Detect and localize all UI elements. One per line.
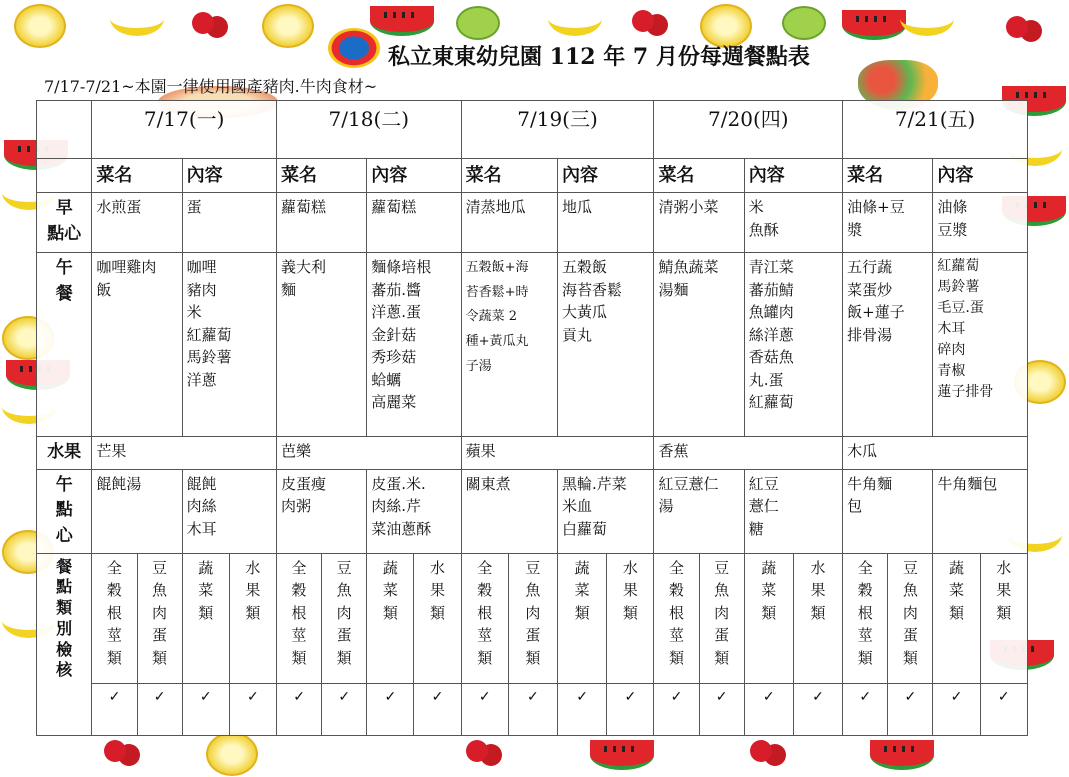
banana-icon [110, 10, 164, 36]
afternoon-content: 餛飩 肉絲 木耳 [182, 469, 276, 553]
dish-column-header: 菜名 [843, 159, 933, 193]
category-row [37, 553, 1028, 683]
category-grains: 全 穀 根 莖 類 [843, 553, 888, 683]
menu-note: 7/17-7/21~本園一律使用國產豬肉.牛肉食材~ [44, 77, 378, 96]
category-fruits: 水 果 類 [607, 553, 654, 683]
melon-icon [456, 6, 500, 40]
check-mark: ✓ [182, 683, 229, 735]
category-protein: 豆 魚 肉 蛋 類 [508, 553, 557, 683]
row-label-afternoon-snack: 午 點 心 [37, 469, 92, 553]
category-fruits: 水 果 類 [980, 553, 1027, 683]
day-header: 7/19(三) [461, 101, 654, 159]
day-header-row [37, 101, 1028, 159]
afternoon-content: 牛角麵包 [933, 469, 1028, 553]
watermelon-icon [590, 740, 654, 770]
watermelon-icon [870, 740, 934, 770]
content-column-header: 內容 [933, 159, 1028, 193]
breakfast-content: 油條 豆漿 [933, 193, 1028, 253]
afternoon-dish: 關東煮 [461, 469, 557, 553]
afternoon-dish: 餛飩湯 [92, 469, 182, 553]
afternoon-content: 皮蛋.米. 肉絲.芹 菜油蔥酥 [367, 469, 461, 553]
lemon-icon [262, 4, 314, 48]
cherry-icon [466, 740, 488, 762]
lunch-content: 五穀飯 海苔香鬆 大黃瓜 貢丸 [558, 253, 654, 437]
lemon-icon [14, 4, 66, 48]
dish-column-header: 菜名 [461, 159, 557, 193]
fruit-row [37, 437, 1028, 470]
check-mark: ✓ [933, 683, 980, 735]
cherry-icon [632, 10, 654, 32]
row-label-category-check: 餐 點 類 別 檢 核 [37, 553, 92, 735]
check-mark: ✓ [699, 683, 744, 735]
category-vegetables: 蔬 菜 類 [367, 553, 414, 683]
breakfast-dish: 水煎蛋 [92, 193, 182, 253]
fruit-cell: 木瓜 [843, 437, 1028, 470]
watermelon-icon [370, 6, 434, 36]
check-mark: ✓ [508, 683, 557, 735]
category-protein: 豆 魚 肉 蛋 類 [137, 553, 182, 683]
corner-cell [37, 101, 92, 159]
category-grains: 全 穀 根 莖 類 [92, 553, 137, 683]
breakfast-content: 米 魚酥 [744, 193, 842, 253]
banana-icon [900, 10, 954, 36]
day-header: 7/18(二) [277, 101, 462, 159]
content-column-header: 內容 [558, 159, 654, 193]
content-column-header: 內容 [744, 159, 842, 193]
row-label-breakfast: 早 點心 [37, 193, 92, 253]
category-protein: 豆 魚 肉 蛋 類 [699, 553, 744, 683]
row-label-fruit: 水果 [37, 437, 92, 470]
check-mark: ✓ [654, 683, 699, 735]
melon-icon [782, 6, 826, 40]
banana-icon [548, 10, 602, 36]
afternoon-content: 紅豆 薏仁 糖 [744, 469, 842, 553]
fruit-cell: 香蕉 [654, 437, 843, 470]
category-fruits: 水 果 類 [793, 553, 842, 683]
column-header-row [37, 159, 1028, 193]
category-vegetables: 蔬 菜 類 [558, 553, 607, 683]
lunch-dish: 義大利 麵 [277, 253, 367, 437]
dish-column-header: 菜名 [92, 159, 182, 193]
breakfast-dish: 清粥小菜 [654, 193, 744, 253]
lunch-content: 紅蘿蔔 馬鈴薯 毛豆.蛋 木耳 碎肉 青椒 蓮子排骨 [933, 253, 1028, 437]
lunch-content: 咖哩 豬肉 米 紅蘿蔔 馬鈴薯 洋蔥 [182, 253, 276, 437]
dish-column-header: 菜名 [654, 159, 744, 193]
check-mark: ✓ [277, 683, 322, 735]
check-mark: ✓ [793, 683, 842, 735]
lunch-dish: 鯖魚蔬菜 湯麵 [654, 253, 744, 437]
category-grains: 全 穀 根 莖 類 [277, 553, 322, 683]
lunch-dish: 五行蔬 菜蛋炒 飯+蓮子 排骨湯 [843, 253, 933, 437]
breakfast-dish: 蘿蔔糕 [277, 193, 367, 253]
check-mark: ✓ [229, 683, 276, 735]
afternoon-dish: 紅豆薏仁 湯 [654, 469, 744, 553]
kindergarten-logo [328, 28, 380, 68]
afternoon-dish: 皮蛋瘦 肉粥 [277, 469, 367, 553]
weekly-menu-table [36, 100, 1028, 736]
cherry-icon [192, 12, 214, 34]
page-title: 私立東東幼兒園 112 年 7 月份每週餐點表 [388, 44, 810, 70]
breakfast-content: 蘿蔔糕 [367, 193, 461, 253]
day-header: 7/21(五) [843, 101, 1028, 159]
category-grains: 全 穀 根 莖 類 [654, 553, 699, 683]
day-header: 7/17(一) [92, 101, 277, 159]
breakfast-dish: 清蒸地瓜 [461, 193, 557, 253]
check-mark: ✓ [843, 683, 888, 735]
cherry-icon [1006, 16, 1028, 38]
check-mark: ✓ [322, 683, 367, 735]
check-mark: ✓ [980, 683, 1027, 735]
lunch-content: 青江菜 蕃茄鯖 魚罐肉 絲洋蔥 香菇魚 丸.蛋 紅蘿蔔 [744, 253, 842, 437]
check-mark: ✓ [744, 683, 793, 735]
afternoon-snack-row [37, 469, 1028, 553]
cherry-icon [104, 740, 126, 762]
dish-column-header: 菜名 [277, 159, 367, 193]
afternoon-content: 黑輪.芹菜 米血 白蘿蔔 [558, 469, 654, 553]
check-mark: ✓ [558, 683, 607, 735]
breakfast-content: 蛋 [182, 193, 276, 253]
fruit-cell: 芭樂 [277, 437, 462, 470]
cherry-icon [750, 740, 772, 762]
category-fruits: 水 果 類 [414, 553, 461, 683]
category-fruits: 水 果 類 [229, 553, 276, 683]
day-header: 7/20(四) [654, 101, 843, 159]
afternoon-dish: 牛角麵 包 [843, 469, 933, 553]
check-mark: ✓ [414, 683, 461, 735]
watermelon-icon [842, 10, 906, 40]
fruit-cell: 蘋果 [461, 437, 654, 470]
category-protein: 豆 魚 肉 蛋 類 [888, 553, 933, 683]
check-mark: ✓ [607, 683, 654, 735]
category-grains: 全 穀 根 莖 類 [461, 553, 508, 683]
lemon-icon [206, 732, 258, 776]
check-mark: ✓ [367, 683, 414, 735]
category-vegetables: 蔬 菜 類 [744, 553, 793, 683]
lunch-row [37, 253, 1028, 437]
check-mark: ✓ [461, 683, 508, 735]
fruit-cell: 芒果 [92, 437, 277, 470]
lunch-content: 麵條培根 蕃茄.醬 洋蔥.蛋 金針菇 秀珍菇 蛤蠣 高麗菜 [367, 253, 461, 437]
lunch-dish: 五穀飯+海 苔香鬆+時 令蔬菜 2 種+黃瓜丸 子湯 [461, 253, 557, 437]
content-column-header: 內容 [182, 159, 276, 193]
row-label-lunch: 午 餐 [37, 253, 92, 437]
category-protein: 豆 魚 肉 蛋 類 [322, 553, 367, 683]
category-vegetables: 蔬 菜 類 [182, 553, 229, 683]
breakfast-row [37, 193, 1028, 253]
check-mark: ✓ [888, 683, 933, 735]
breakfast-dish: 油條+豆 漿 [843, 193, 933, 253]
check-row [37, 683, 1028, 735]
check-mark: ✓ [137, 683, 182, 735]
corner-cell [37, 159, 92, 193]
check-mark: ✓ [92, 683, 137, 735]
lunch-dish: 咖哩雞肉 飯 [92, 253, 182, 437]
category-vegetables: 蔬 菜 類 [933, 553, 980, 683]
breakfast-content: 地瓜 [558, 193, 654, 253]
content-column-header: 內容 [367, 159, 461, 193]
